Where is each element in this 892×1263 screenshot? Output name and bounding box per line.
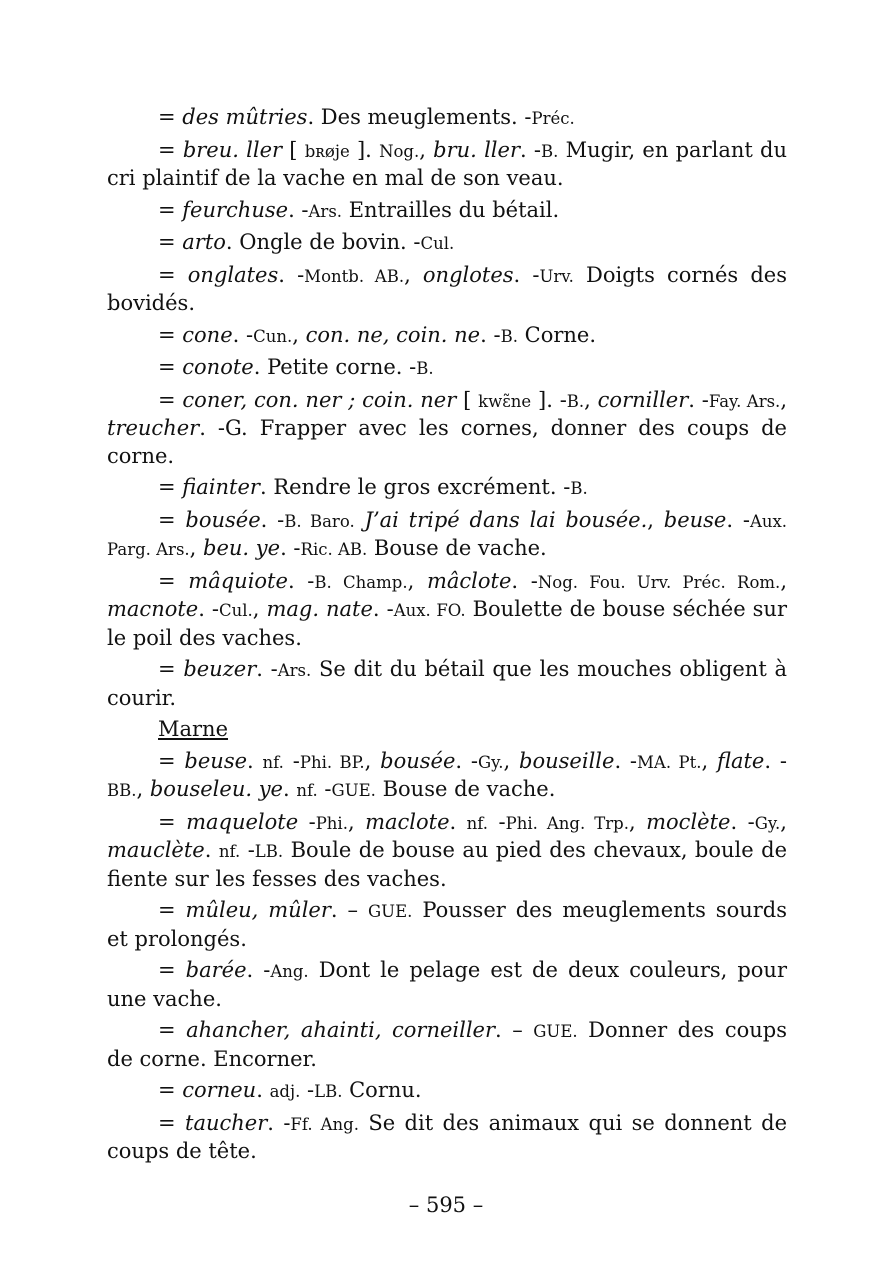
- entry-text: .: [449, 809, 467, 834]
- headword: flate: [716, 748, 765, 773]
- locality-abbrev: LB.: [254, 842, 284, 861]
- headword: bouseille: [519, 748, 615, 773]
- headword: macnote: [107, 597, 199, 621]
- dictionary-entry: [107, 229, 787, 258]
- headword: onglotes: [422, 262, 514, 287]
- dictionary-entry: [107, 748, 787, 805]
- headword: mâclote: [426, 568, 512, 593]
- entry-text: ,: [364, 748, 381, 773]
- entry-text: [355, 508, 365, 532]
- locality-abbrev: Montb. AB.: [304, 266, 405, 286]
- locality-abbrev: Gy.: [754, 813, 781, 833]
- dictionary-entry: [107, 568, 787, 653]
- dictionary-entry: [107, 656, 787, 712]
- entry-text: .: [283, 777, 297, 801]
- locality-abbrev: GUE.: [367, 902, 413, 921]
- entry-text: ,: [252, 597, 267, 621]
- entry-text: ].: [349, 137, 380, 162]
- locality-abbrev: Phi. BP.: [299, 752, 365, 772]
- locality-abbrev: LB.: [314, 1082, 343, 1101]
- entry-text: =: [158, 809, 187, 834]
- entry-text: . -: [511, 568, 538, 593]
- entry-text: ,: [701, 748, 717, 773]
- headword: beuse: [663, 507, 727, 532]
- locality-abbrev: Ff. Ang.: [290, 1114, 359, 1134]
- headword: bru. ller: [433, 137, 520, 162]
- entry-text: ,: [419, 137, 434, 162]
- entry-text: =: [158, 230, 183, 254]
- headword: treucher: [107, 416, 200, 440]
- entry-text: . -: [519, 137, 541, 162]
- entry-text: . -: [232, 322, 254, 347]
- locality-abbrev: B.: [566, 391, 585, 411]
- entry-text: =: [158, 568, 189, 593]
- locality-abbrev: Cul.: [219, 601, 253, 620]
- entry-text: Boulette de bouse séchée sur le poil des vaches.: [107, 597, 787, 650]
- headword: beu. ye: [203, 536, 281, 560]
- entry-text: . -: [614, 748, 638, 773]
- headword: fiainter: [182, 475, 260, 499]
- dictionary-entry: [107, 322, 787, 351]
- locality-abbrev: Aux. FO.: [393, 601, 466, 620]
- entry-text: Bouse de vache.: [375, 777, 556, 801]
- entry-text: ,: [347, 809, 366, 834]
- locality-abbrev: nf.: [218, 842, 241, 861]
- headword: con. ne, coin. ne: [305, 322, 481, 347]
- entry-text: ,: [136, 777, 150, 801]
- locality-abbrev: GUE.: [533, 1022, 578, 1041]
- locality-abbrev: Cul.: [420, 234, 455, 253]
- entry-text: =: [158, 748, 185, 773]
- locality-abbrev: Fay. Ars.: [708, 391, 781, 411]
- entry-text: . -: [513, 262, 540, 287]
- entry-text: Corne.: [517, 322, 597, 347]
- locality-abbrev: Aux. Parg. Ars.: [107, 511, 788, 559]
- entry-text: ,: [780, 809, 787, 834]
- dictionary-entry: [107, 387, 787, 471]
- entry-text: . -: [287, 568, 315, 593]
- entry-text: -: [298, 809, 316, 834]
- entry-text: . -: [246, 958, 271, 982]
- locality-abbrev: Ric. AB.: [300, 540, 368, 559]
- entry-text: =: [158, 355, 183, 379]
- entry-text: =: [158, 1078, 183, 1102]
- dictionary-entry: [107, 957, 787, 1013]
- headword: ahancher, ahainti, corneiller: [186, 1018, 496, 1042]
- dictionary-entry: [107, 809, 787, 894]
- entry-text: =: [158, 1110, 185, 1135]
- dictionary-entry: [107, 507, 787, 564]
- entry-text: . Petite corne. -: [253, 355, 417, 379]
- locality-abbrev: Phi.: [315, 813, 348, 833]
- headword: feurchuse: [182, 197, 289, 222]
- entry-text: Doigts cornés des bovidés.: [107, 262, 787, 315]
- headword: bousée: [380, 748, 456, 773]
- headword: taucher: [185, 1110, 268, 1135]
- entry-text: =: [158, 507, 186, 532]
- headword: corniller: [597, 387, 689, 412]
- entry-text: . -: [764, 748, 787, 773]
- entry-text: ,: [407, 568, 427, 593]
- dictionary-entry: [107, 197, 787, 226]
- headword: mag. nate: [266, 597, 373, 621]
- entry-text: ,: [584, 387, 598, 412]
- page-number: – 595 –: [408, 1193, 484, 1217]
- dictionary-entry: [107, 137, 787, 193]
- headword: mauclète: [107, 838, 205, 862]
- section-heading-text: Marne: [158, 717, 229, 741]
- entry-text: Dont le pelage est de deux couleurs, pour une vache.: [107, 958, 787, 1011]
- entry-text: =: [158, 475, 183, 499]
- headword: mâquiote: [188, 568, 288, 593]
- locality-abbrev: nf.: [262, 752, 284, 772]
- entry-text: Cornu.: [342, 1078, 422, 1102]
- dictionary-entry: [107, 1077, 787, 1106]
- headword: J’ai tripé dans lai bousée.: [364, 507, 648, 532]
- headword: cone: [182, 322, 233, 347]
- entry-text: . -: [480, 322, 501, 347]
- entry-text: ]. -: [531, 387, 567, 412]
- entry-text: ,: [189, 536, 204, 560]
- entry-text: Se dit du bétail que les mouches obligent à courir.: [107, 657, 787, 710]
- headword: beuse: [184, 748, 248, 773]
- dictionary-entry: [107, 474, 787, 503]
- entry-text: . -: [455, 748, 478, 773]
- locality-abbrev: Nog. Fou. Urv. Préc. Rom.: [537, 572, 781, 592]
- locality-abbrev: Ang.: [270, 962, 309, 981]
- locality-abbrev: bʀøje: [304, 141, 350, 161]
- entry-text: =: [158, 262, 188, 287]
- entry-text: Entrailles du bétail.: [342, 197, 560, 222]
- headword: des mûtries: [182, 105, 308, 129]
- dictionary-entry: [107, 1017, 787, 1073]
- entry-text: .: [256, 1078, 270, 1102]
- locality-abbrev: Cun.: [253, 326, 293, 346]
- entry-text: ,: [780, 568, 787, 593]
- entry-text: .: [247, 748, 263, 773]
- entry-text: =: [158, 387, 183, 412]
- entry-text: . -: [256, 657, 278, 681]
- entry-text: . -: [260, 507, 285, 532]
- entry-text: . -: [288, 197, 309, 222]
- headword: corneu: [182, 1078, 257, 1102]
- headword: coner, con. ner ; coin. ner: [182, 387, 457, 412]
- entry-text: -: [240, 838, 255, 862]
- entry-text: -: [300, 1078, 315, 1102]
- headword: bousée: [185, 507, 261, 532]
- entry-text: [: [456, 387, 479, 412]
- entry-text: ,: [647, 507, 664, 532]
- locality-abbrev: BB.: [107, 781, 137, 800]
- headword: beuzer: [183, 657, 257, 681]
- locality-abbrev: MA. Pt.: [637, 752, 702, 772]
- headword: arto: [182, 230, 226, 254]
- entry-text: . –: [330, 898, 368, 922]
- entry-text: =: [158, 657, 184, 681]
- entry-text: . -G. Frapper avec les cornes, donner des coups de corne.: [107, 416, 787, 468]
- dictionary-entry: [107, 897, 787, 953]
- entry-text: . Ongle de bovin. -: [225, 230, 421, 254]
- locality-abbrev: B.: [570, 479, 588, 498]
- headword: mûleu, mûler: [185, 898, 331, 922]
- entry-text: Donner des coups de corne. Encorner.: [107, 1018, 787, 1071]
- locality-abbrev: Ars.: [308, 201, 343, 221]
- locality-abbrev: Gy.: [477, 752, 504, 772]
- headword: maquelote: [186, 809, 299, 834]
- locality-abbrev: Phi. Ang. Trp.: [505, 813, 629, 833]
- entry-text: . -: [267, 1110, 291, 1135]
- entry-text: . -: [688, 387, 709, 412]
- headword: onglates: [187, 262, 279, 287]
- locality-abbrev: B. Champ.: [314, 572, 408, 592]
- entry-text: -: [283, 748, 300, 773]
- page-body: [107, 104, 787, 1170]
- entry-text: =: [158, 197, 183, 222]
- locality-abbrev: Urv.: [539, 266, 574, 286]
- headword: breu. ller: [182, 137, 283, 162]
- headword: barée: [185, 958, 247, 982]
- entry-text: Boule de bouse au pied des chevaux, boule de fiente sur les fesses des vaches.: [107, 838, 787, 891]
- headword: maclote: [365, 809, 450, 834]
- entry-text: -: [317, 777, 332, 801]
- headword: bouseleu. ye: [149, 777, 283, 801]
- entry-text: . –: [495, 1018, 534, 1042]
- entry-text: =: [158, 898, 186, 922]
- entry-text: . Rendre le gros excrément. -: [259, 475, 571, 499]
- locality-abbrev: kwɛ̃ne: [478, 391, 532, 411]
- entry-text: . -: [726, 507, 750, 532]
- entry-text: .: [204, 838, 219, 862]
- locality-abbrev: GUE.: [331, 781, 376, 800]
- entry-text: . -: [198, 597, 219, 621]
- entry-text: =: [158, 322, 183, 347]
- dictionary-entry: [107, 104, 787, 133]
- entry-text: ,: [292, 322, 306, 347]
- locality-abbrev: Ars.: [277, 661, 312, 680]
- entry-text: =: [158, 105, 183, 129]
- locality-abbrev: B.: [416, 359, 434, 378]
- entry-text: ,: [404, 262, 423, 287]
- entry-text: Pousser des meuglements sourds et prolongés.: [107, 898, 788, 951]
- entry-text: =: [158, 1018, 187, 1042]
- entry-text: =: [158, 958, 186, 982]
- entry-text: Bouse de vache.: [367, 536, 547, 560]
- entry-text: Se dit des animaux qui se donnent de coups de tête.: [107, 1110, 788, 1163]
- headword: conote: [182, 355, 254, 379]
- entry-text: . -: [372, 597, 394, 621]
- entry-text: . Des meuglements. -: [307, 105, 532, 129]
- locality-abbrev: adj.: [269, 1082, 301, 1101]
- entry-text: . -: [280, 536, 301, 560]
- dictionary-entry: [107, 354, 787, 383]
- entry-text: ,: [780, 387, 787, 412]
- entry-text: Mugir, en parlant du cri plaintif de la vache en mal de son veau.: [107, 137, 788, 190]
- entry-text: -: [488, 809, 506, 834]
- entries-group-before: [107, 104, 787, 712]
- entry-text: . -: [278, 262, 305, 287]
- locality-abbrev: Nog.: [379, 141, 420, 161]
- dictionary-entry: [107, 262, 787, 318]
- headword: moclète: [646, 809, 731, 834]
- section-heading: [107, 716, 787, 744]
- entry-text: =: [158, 137, 183, 162]
- locality-abbrev: B. Baro.: [284, 511, 355, 531]
- locality-abbrev: B.: [500, 326, 518, 346]
- entry-text: [: [282, 137, 305, 162]
- entry-text: ,: [503, 748, 520, 773]
- entry-text: . -: [730, 809, 755, 834]
- locality-abbrev: nf.: [296, 781, 318, 800]
- locality-abbrev: Préc.: [531, 109, 575, 128]
- dictionary-entry: [107, 1110, 787, 1166]
- entries-group-after: [107, 748, 787, 1166]
- locality-abbrev: nf.: [466, 813, 489, 833]
- locality-abbrev: B.: [541, 141, 559, 161]
- entry-text: ,: [628, 809, 647, 834]
